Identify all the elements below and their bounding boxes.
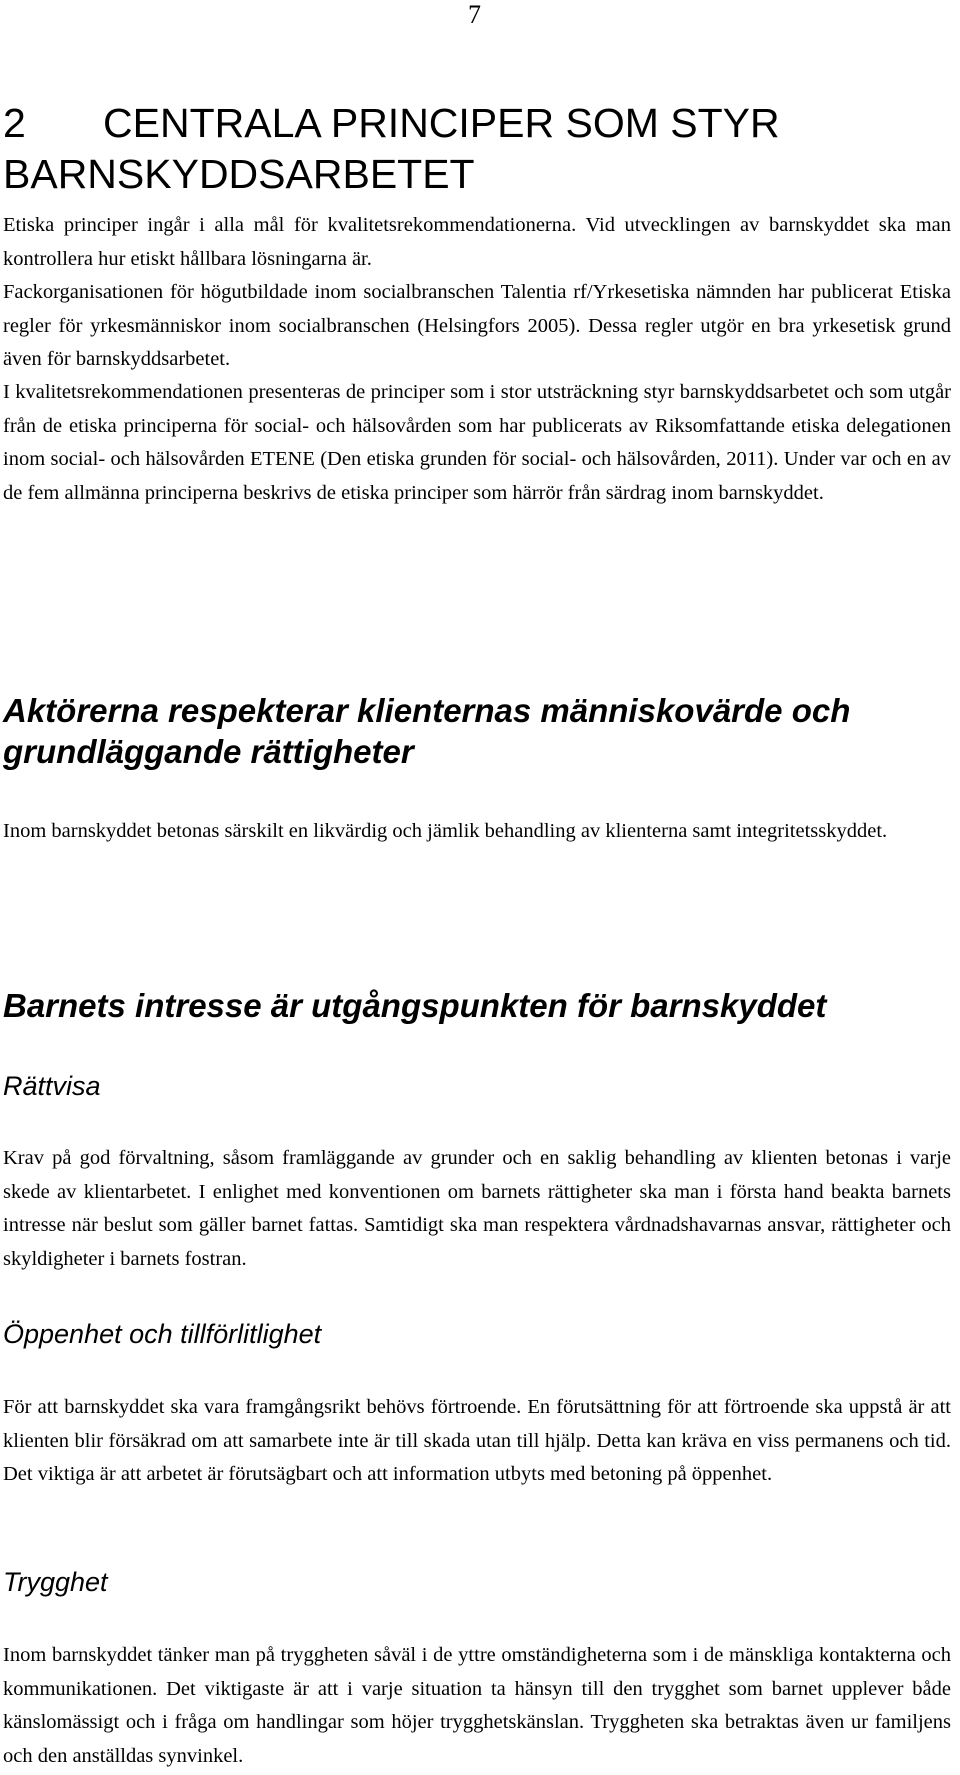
subheading-rattvisa: Rättvisa bbox=[3, 1071, 101, 1101]
oppenhet-text: För att barnskyddet ska vara framgångsrikt behövs förtroende. En förutsättning för att förtroende ska uppstå är att klienten blir försäkrad om att samarbete inte är till skada utan till hjälp. Detta kan kräva en viss permanens och tid. Det viktiga är att arbetet är förutsägbart och att information utbyts med betoning på öppenhet. bbox=[3, 1396, 951, 1485]
chapter-title bbox=[3, 98, 943, 200]
section-dignity-text: Inom barnskyddet betonas särskilt en likvärdig och jämlik behandling av klienterna samt integritetsskyddet. bbox=[3, 820, 888, 842]
intro-paragraph-2: Fackorganisationen för högutbildade inom socialbranschen Talentia rf/Yrkesetiska nämnden har publicerat Etiska regler för yrkesmänniskor inom socialbranschen (Helsingfors 2005). Dessa regler utgör en bra yrkesetisk grund även för barnskyddsarbetet. bbox=[3, 281, 951, 370]
section-heading-childs-interest: Barnets intresse är utgångspunkten för barnskyddet bbox=[3, 987, 827, 1024]
section-heading-dignity: Aktörerna respekterar klienternas människovärde och grundläggande rättigheter bbox=[3, 692, 851, 770]
rattvisa-text: Krav på god förvaltning, såsom framläggande av grunder och en saklig behandling av klienten betonas i varje skede av klientarbetet. I enlighet med konventionen om barnets rättigheter ska man i första hand beakta barnets intresse när beslut som gäller barnet fattas. Samtidigt ska man respektera vårdnadshavarnas ansvar, rättigheter och skyldigheter i barnets fostran. bbox=[3, 1147, 951, 1270]
chapter-title-text: CENTRALA PRINCIPER SOM STYR BARNSKYDDSARBETET bbox=[3, 100, 780, 197]
subheading-oppenhet: Öppenhet och tillförlitlighet bbox=[3, 1319, 322, 1349]
trygghet-text: Inom barnskyddet tänker man på tryggheten såväl i de yttre omständigheterna som i de mänskliga kontakterna och kommunikationen. Det viktigaste är att i varje situation ta hänsyn till den trygghet som barnet upplever både känslomässigt och i fråga om handlingar som höjer trygghetskänslan. Tryggheten ska betraktas även ur familjens och den anställdas synvinkel. bbox=[3, 1644, 951, 1767]
intro-paragraph-1: Etiska principer ingår i alla mål för kvalitetsrekommendationerna. Vid utvecklingen av barnskyddet ska man kontrollera hur etiskt hållbara lösningarna är. bbox=[3, 214, 951, 270]
intro-paragraph-3: I kvalitetsrekommendationen presenteras de principer som i stor utsträckning styr barnskyddsarbetet och som utgår från de etiska principerna för social- och hälsovården som har publicerats av Riksomfattande etiska delegationen inom social- och hälsovården ETENE (Den etiska grunden för social- och hälsovården, 2011). Under var och en av de fem allmänna principerna beskrivs de etiska principer som härrör från särdrag inom barnskyddet. bbox=[3, 381, 951, 504]
page-number: 7 bbox=[468, 0, 481, 29]
chapter-number: 2 bbox=[3, 100, 26, 146]
subheading-trygghet: Trygghet bbox=[3, 1567, 108, 1597]
